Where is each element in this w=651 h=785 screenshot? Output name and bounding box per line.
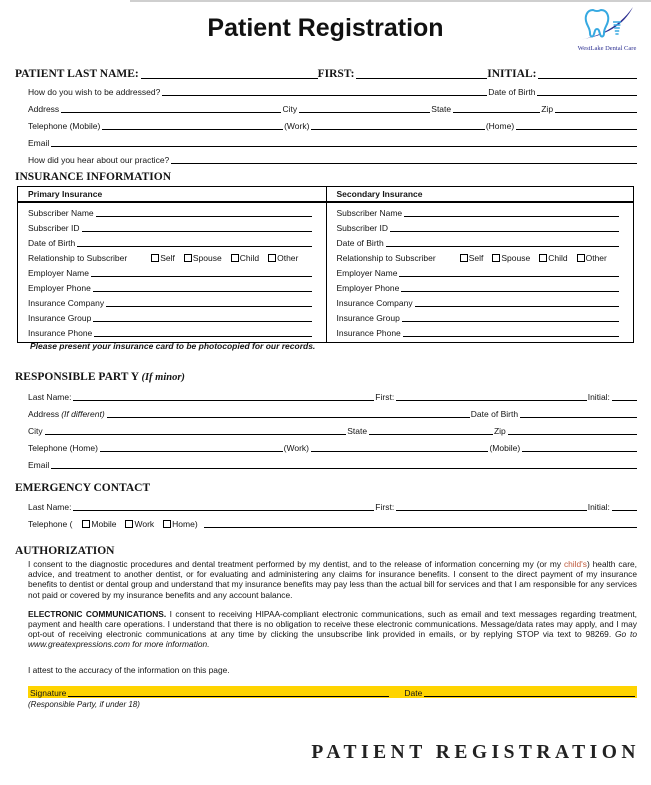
phone-mobile-field[interactable]: [102, 128, 283, 130]
ec-telephone-label: Telephone (: [28, 519, 73, 529]
patient-dob-label: Date of Birth: [488, 87, 536, 97]
email-field[interactable]: [51, 145, 637, 147]
secondary-insurance-header: Secondary Insurance: [327, 187, 634, 203]
secondary-spouse-checkbox[interactable]: [492, 254, 500, 262]
rp-phone-home-field[interactable]: [100, 450, 283, 452]
spouse-option-label: Spouse: [192, 253, 222, 263]
primary-dob-field[interactable]: [77, 245, 311, 247]
secondary-relationship-row: [337, 249, 626, 264]
ec-mobile-option-label: Mobile: [91, 519, 117, 529]
primary-insurance-company-field[interactable]: [106, 305, 311, 307]
insurance-card-note: Please present your insurance card to be photocopied for our records.: [30, 341, 316, 351]
employer-name-label: Employer Name: [336, 268, 398, 278]
ec-work-checkbox[interactable]: [125, 520, 133, 528]
secondary-insurance-phone-field[interactable]: [403, 335, 619, 337]
self-option-label: Self: [160, 253, 175, 263]
signature-field[interactable]: [68, 695, 389, 697]
employer-phone-label: Employer Phone: [336, 283, 400, 293]
city-field[interactable]: [299, 111, 430, 113]
ec-last-name-field[interactable]: [73, 509, 374, 511]
rp-address-label: Address: [28, 409, 60, 419]
rp-phone-row: [28, 437, 637, 454]
relationship-label: Relationship to Subscriber: [336, 253, 436, 263]
self-option-label: Self: [468, 253, 484, 263]
insurance-group-label: Insurance Group: [28, 313, 92, 323]
primary-spouse-checkbox[interactable]: [184, 254, 192, 262]
insurance-phone-label: Insurance Phone: [28, 328, 93, 338]
zip-field[interactable]: [555, 111, 637, 113]
rp-state-field[interactable]: [369, 433, 493, 435]
zip-label: Zip: [541, 104, 554, 114]
patient-last-name-field[interactable]: [141, 77, 318, 79]
rp-city-row: [28, 420, 637, 437]
state-field[interactable]: [453, 111, 540, 113]
addressed-field[interactable]: [162, 94, 487, 96]
primary-child-checkbox[interactable]: [231, 254, 239, 262]
rp-email-row: [28, 454, 637, 471]
subscriber-id-label: Subscriber ID: [28, 223, 80, 233]
insurance-company-label: Insurance Company: [336, 298, 413, 308]
consent-text-1: I consent to the diagnostic procedures and dental treatment performed by my dentist, and to the release of information concerning my (or my: [28, 559, 564, 569]
insurance-section-title: INSURANCE INFORMATION: [15, 171, 172, 183]
if-minor-note: (If minor): [141, 372, 185, 383]
ec-last-name-label: Last Name:: [28, 502, 72, 512]
insurance-company-label: Insurance Company: [28, 298, 105, 308]
rp-dob-label: Date of Birth: [470, 409, 519, 419]
subscriber-name-label: Subscriber Name: [28, 208, 94, 218]
rp-name-row: [28, 386, 637, 403]
ec-mobile-checkbox[interactable]: [82, 520, 90, 528]
rp-zip-field[interactable]: [508, 433, 637, 435]
secondary-insurance-company-field[interactable]: [415, 305, 619, 307]
phone-work-field[interactable]: [311, 128, 484, 130]
responsible-party-section: [15, 386, 637, 471]
date-field[interactable]: [424, 695, 635, 697]
primary-other-checkbox[interactable]: [268, 254, 276, 262]
other-option-label: Other: [277, 253, 299, 263]
primary-insurance-group-field[interactable]: [93, 320, 311, 322]
primary-insurance-phone-field[interactable]: [94, 335, 311, 337]
referral-field[interactable]: [171, 162, 637, 164]
email-label: Email: [28, 138, 50, 148]
patient-first-label: FIRST:: [317, 68, 355, 80]
rp-city-field[interactable]: [45, 433, 347, 435]
phone-home-field[interactable]: [516, 128, 637, 130]
electronic-communications-lead: ELECTRONIC COMMUNICATIONS.: [28, 608, 167, 619]
rp-initial-label: Initial:: [587, 392, 610, 402]
patient-section: [15, 64, 637, 166]
state-label: State: [431, 104, 452, 114]
ec-phone-row: [28, 513, 637, 530]
emergency-contact-section-title: EMERGENCY CONTACT: [15, 482, 151, 494]
rp-address-row: [28, 403, 637, 420]
page-title: Patient Registration: [207, 14, 444, 42]
consent-paragraph: [28, 559, 637, 600]
subscriber-name-label: Subscriber Name: [336, 208, 403, 218]
primary-employer-name-field[interactable]: [91, 275, 312, 277]
phone-work-label: (Work): [284, 121, 310, 131]
attestation-text: I attest to the accuracy of the information on this page.: [28, 664, 230, 675]
signature-label: Signature: [30, 688, 67, 698]
primary-subscriber-id-field[interactable]: [82, 230, 312, 232]
secondary-child-checkbox[interactable]: [539, 254, 547, 262]
secondary-subscriber-name-field[interactable]: [404, 215, 619, 217]
scan-edge-artifact: [130, 0, 651, 2]
other-option-label: Other: [585, 253, 607, 263]
rp-first-name-field[interactable]: [396, 399, 587, 401]
electronic-communications-body: I consent to receiving HIPAA-compliant electronic communications, such as email and text messages regarding treatment, payment and health care operations. I understand that there is no obligation to receive these electronic communications. Message/data rates may apply, and I may opt-out of receiving electronic communications at any time by clicking the unsubscribe link provided in emails, or by replying STOP via text to 98269.: [28, 608, 637, 640]
emergency-contact-section: [15, 496, 637, 530]
ec-initial-label: Initial:: [587, 502, 610, 512]
spouse-option-label: Spouse: [501, 253, 531, 263]
consent-text-2: ) health care, advice, and treatment to another dentist, or for evaluating and administering any claims for insurance benefits. I consent to the direct payment of my insurance benefits to dentist or dental group and understand that my insurance benefits may pay less than the actual bill for services and that I am responsible for any services not paid or covered by my insurance benefits and any account balance.: [28, 559, 637, 600]
tooth-implant-logo-icon: [576, 29, 638, 46]
ins-dob-label: Date of Birth: [336, 238, 384, 248]
rp-phone-mobile-label: (Mobile): [489, 443, 521, 453]
secondary-other-checkbox[interactable]: [577, 254, 585, 262]
rp-zip-label: Zip: [493, 426, 506, 436]
employer-phone-label: Employer Phone: [28, 283, 91, 293]
rp-initial-field[interactable]: [612, 399, 637, 401]
ec-work-option-label: Work: [134, 519, 155, 529]
ec-first-label: First:: [375, 502, 395, 512]
rp-phone-work-label: (Work): [283, 443, 309, 453]
ins-dob-label: Date of Birth: [28, 238, 76, 248]
patient-dob-field[interactable]: [537, 94, 637, 96]
insurance-table: [17, 186, 634, 343]
patient-first-name-field[interactable]: [356, 77, 487, 79]
addressed-label: How do you wish to be addressed?: [28, 87, 161, 97]
rp-last-name-field[interactable]: [73, 399, 374, 401]
logo-text: WestLake Dental Care: [577, 45, 637, 52]
rp-phone-home-label: Telephone (Home): [28, 443, 98, 453]
date-label: Date: [404, 688, 423, 698]
consent-child-text: child's: [563, 559, 587, 569]
primary-self-checkbox[interactable]: [151, 254, 159, 262]
referral-label: How did you hear about our practice?: [28, 155, 170, 165]
addressed-row: [28, 81, 637, 98]
authorization-section: [15, 545, 637, 675]
secondary-insurance-column: [326, 187, 634, 342]
city-label: City: [282, 104, 298, 114]
rp-address-note: (If different): [61, 409, 105, 419]
primary-subscriber-name-field[interactable]: [96, 215, 312, 217]
ec-home-option-label: Home: [172, 519, 195, 529]
patient-phone-row: [28, 115, 637, 132]
authorization-section-title: AUTHORIZATION: [15, 545, 115, 557]
signature-note: (Responsible Party, if under 18): [28, 700, 140, 709]
address-row: [28, 98, 637, 115]
secondary-self-checkbox[interactable]: [460, 254, 468, 262]
email-row: [28, 132, 637, 149]
responsible-party-title-text: RESPONSIBLE PART Y: [15, 371, 139, 383]
patient-name-row: [15, 64, 637, 81]
patient-last-name-label: PATIENT LAST NAME:: [15, 68, 139, 80]
secondary-insurance-group-field[interactable]: [402, 320, 619, 322]
phone-home-label: (Home): [485, 121, 515, 131]
ec-home-checkbox[interactable]: [163, 520, 171, 528]
patient-initial-label: INITIAL:: [487, 68, 537, 80]
rp-first-label: First:: [375, 392, 395, 402]
secondary-employer-phone-field[interactable]: [401, 290, 619, 292]
rp-address-field[interactable]: [107, 416, 470, 418]
secondary-employer-name-field[interactable]: [399, 275, 619, 277]
rp-phone-work-field[interactable]: [311, 450, 488, 452]
rp-last-name-label: Last Name:: [28, 392, 72, 402]
ec-initial-field[interactable]: [612, 509, 637, 511]
insurance-phone-label: Insurance Phone: [336, 328, 401, 338]
electronic-communications-paragraph: [28, 609, 637, 650]
subscriber-id-label: Subscriber ID: [336, 223, 388, 233]
footer-title: PATIENT REGISTRATION: [311, 742, 640, 763]
child-option-label: Child: [548, 253, 568, 263]
relationship-label: Relationship to Subscriber: [28, 253, 128, 263]
secondary-subscriber-id-field[interactable]: [390, 230, 619, 232]
primary-insurance-column: [18, 187, 326, 342]
child-option-label: Child: [239, 253, 260, 263]
referral-row: [28, 149, 637, 166]
rp-phone-mobile-field[interactable]: [522, 450, 637, 452]
ec-phone-field[interactable]: [204, 526, 637, 528]
patient-initial-field[interactable]: [538, 77, 637, 79]
secondary-dob-field[interactable]: [386, 245, 619, 247]
electronic-communications-link-note: Go to www.greatexpressions.com for more information.: [28, 629, 638, 650]
address-label: Address: [28, 104, 60, 114]
primary-insurance-header: Primary Insurance: [18, 187, 326, 203]
rp-email-field[interactable]: [51, 467, 637, 469]
address-field[interactable]: [61, 111, 281, 113]
signature-highlight-row: [28, 686, 637, 698]
primary-employer-phone-field[interactable]: [93, 290, 312, 292]
ec-first-name-field[interactable]: [396, 509, 587, 511]
ec-name-row: [28, 496, 637, 513]
rp-city-label: City: [28, 426, 43, 436]
phone-mobile-label: Telephone (Mobile): [28, 121, 101, 131]
employer-name-label: Employer Name: [28, 268, 89, 278]
rp-dob-field[interactable]: [520, 416, 637, 418]
ec-paren-close: ): [194, 519, 198, 529]
responsible-party-section-title: [15, 371, 637, 383]
westlake-dental-logo: [569, 4, 645, 52]
insurance-group-label: Insurance Group: [336, 313, 400, 323]
rp-email-label: Email: [28, 460, 50, 470]
rp-state-label: State: [347, 426, 368, 436]
primary-relationship-row: [28, 249, 318, 264]
